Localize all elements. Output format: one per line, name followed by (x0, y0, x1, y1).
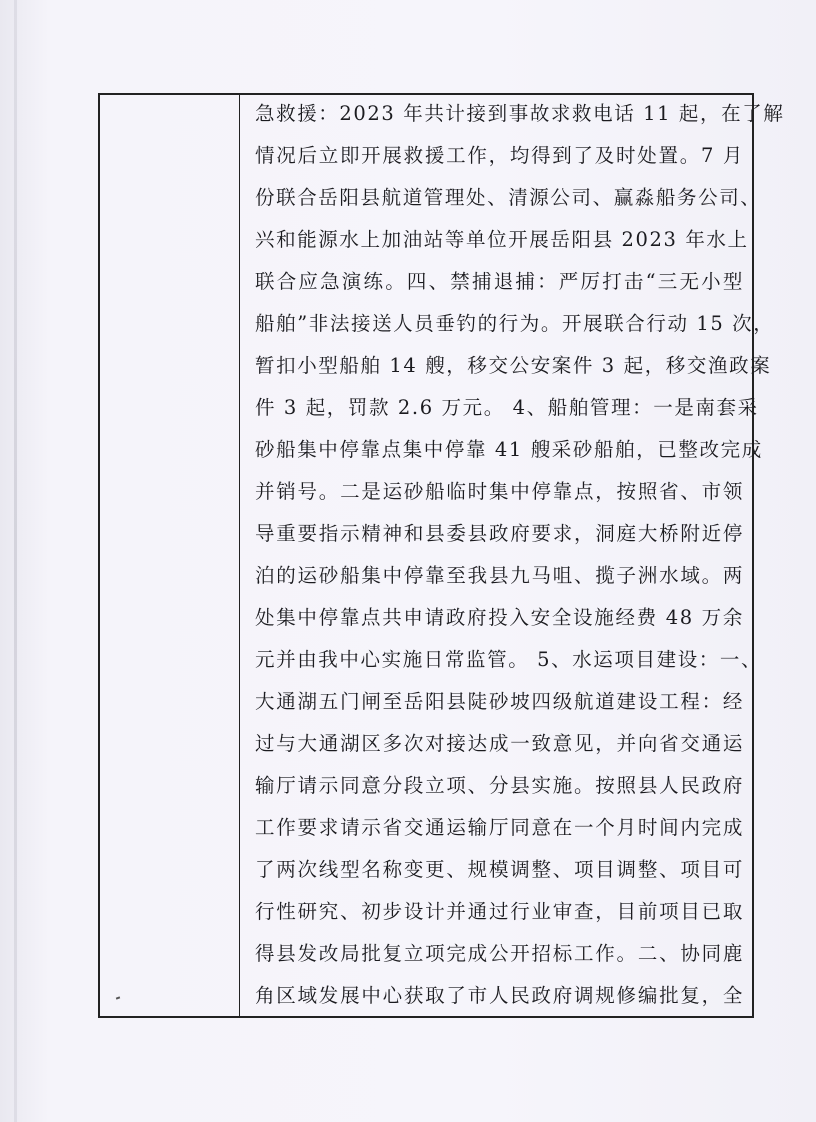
scan-shadow-edge (14, 0, 17, 1122)
text-line: 船舶”非法接送人员垂钓的行为。开展联合行动 15 次， (255, 312, 775, 335)
text-line: 导重要指示精神和县委县政府要求，洞庭大桥附近停 (255, 522, 744, 545)
text-line: 并销号。二是运砂船临时集中停靠点，按照省、市领 (255, 480, 744, 503)
text-line: 件 3 起，罚款 2.6 万元。 4、船舶管理：一是南套采 (255, 396, 759, 419)
text-line: 急救援：2023 年共计接到事故求救电话 11 起，在了解 (255, 102, 785, 125)
text-line: 元并由我中心实施日常监管。 5、水运项目建设：一、 (255, 648, 763, 671)
text-line: 输厅请示同意分段立项、分县实施。按照县人民政府 (255, 774, 744, 797)
text-line: 角区域发展中心获取了市人民政府调规修编批复，全 (255, 984, 744, 1007)
text-line: 处集中停靠点共申请政府投入安全设施经费 48 万余 (255, 606, 744, 629)
text-line: 暂扣小型船舶 14 艘，移交公安案件 3 起，移交渔政案 (255, 354, 772, 377)
table-label-cell (100, 95, 240, 1016)
text-line: 得县发改局批复立项完成公开招标工作。二、协同鹿 (255, 942, 744, 965)
scan-speck (116, 996, 120, 999)
text-line: 份联合岳阳县航道管理处、清源公司、赢淼船务公司、 (255, 186, 762, 209)
table-content-cell (241, 95, 785, 1016)
text-line: 了两次线型名称变更、规模调整、项目调整、项目可 (255, 858, 744, 881)
text-line: 行性研究、初步设计并通过行业审查，目前项目已取 (255, 900, 744, 923)
text-line: 大通湖五门闸至岳阳县陡砂坡四级航道建设工程：经 (255, 690, 744, 713)
text-line: 泊的运砂船集中停靠至我县九马咀、揽子洲水域。两 (255, 564, 744, 587)
text-line: 砂船集中停靠点集中停靠 41 艘采砂船舶，已整改完成 (255, 438, 763, 461)
text-line: 过与大通湖区多次对接达成一致意见，并向省交通运 (255, 732, 744, 755)
text-line: 兴和能源水上加油站等单位开展岳阳县 2023 年水上 (255, 228, 749, 251)
form-table (98, 93, 785, 1018)
text-line: 情况后立即开展救援工作，均得到了及时处置。7 月 (255, 144, 744, 167)
text-line: 联合应急演练。四、禁捕退捕：严厉打击“三无小型 (255, 270, 744, 293)
text-line: 工作要求请示省交通运输厅同意在一个月时间内完成 (255, 816, 744, 839)
